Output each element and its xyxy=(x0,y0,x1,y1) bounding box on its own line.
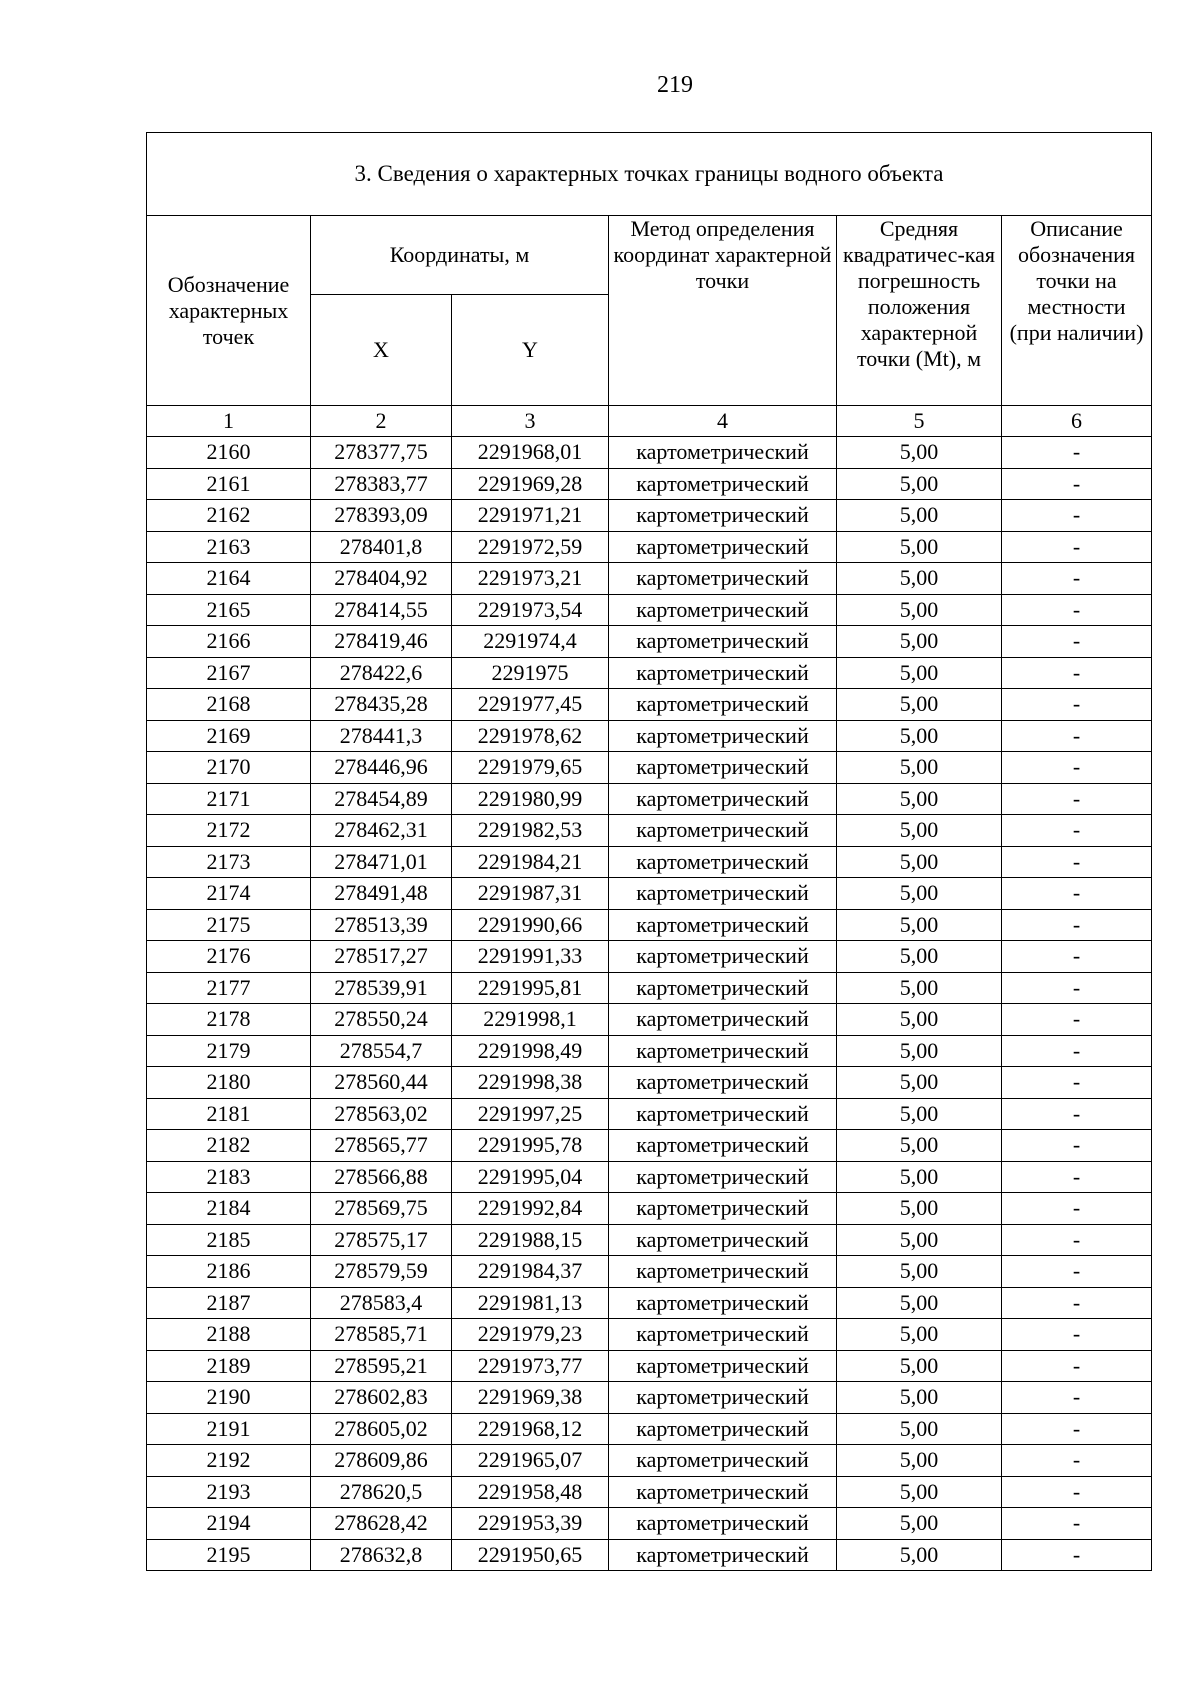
page-number: 219 xyxy=(657,72,693,98)
error-cell: 5,00 xyxy=(837,1445,1002,1477)
method-cell: картометрический xyxy=(609,972,837,1004)
error-cell: 5,00 xyxy=(837,626,1002,658)
table-row xyxy=(147,1508,1152,1540)
y-cell: 2291987,31 xyxy=(452,878,609,910)
method-cell: картометрический xyxy=(609,752,837,784)
method-cell: картометрический xyxy=(609,1193,837,1225)
x-cell: 278404,92 xyxy=(311,563,452,595)
error-cell: 5,00 xyxy=(837,437,1002,469)
error-cell: 5,00 xyxy=(837,689,1002,721)
description-cell: - xyxy=(1002,1445,1152,1477)
header-method: Метод определения координат характерной точки xyxy=(609,216,837,406)
y-cell: 2291973,21 xyxy=(452,563,609,595)
method-cell: картометрический xyxy=(609,626,837,658)
method-cell: картометрический xyxy=(609,1256,837,1288)
table-row xyxy=(147,563,1152,595)
error-cell: 5,00 xyxy=(837,1382,1002,1414)
method-cell: картометрический xyxy=(609,1445,837,1477)
table-row xyxy=(147,437,1152,469)
error-cell: 5,00 xyxy=(837,1413,1002,1445)
method-cell: картометрический xyxy=(609,720,837,752)
table-row xyxy=(147,1382,1152,1414)
error-cell: 5,00 xyxy=(837,941,1002,973)
description-cell: - xyxy=(1002,1287,1152,1319)
description-cell: - xyxy=(1002,626,1152,658)
error-cell: 5,00 xyxy=(837,1193,1002,1225)
point-id-cell: 2164 xyxy=(147,563,311,595)
description-cell: - xyxy=(1002,1382,1152,1414)
table-row xyxy=(147,815,1152,847)
header-description: Описание обозначения точки на местности (при наличии) xyxy=(1002,216,1152,406)
method-cell: картометрический xyxy=(609,657,837,689)
x-cell: 278569,75 xyxy=(311,1193,452,1225)
description-cell: - xyxy=(1002,720,1152,752)
error-cell: 5,00 xyxy=(837,563,1002,595)
description-cell: - xyxy=(1002,1539,1152,1571)
method-cell: картометрический xyxy=(609,437,837,469)
y-cell: 2291958,48 xyxy=(452,1476,609,1508)
error-cell: 5,00 xyxy=(837,1130,1002,1162)
description-cell: - xyxy=(1002,1130,1152,1162)
method-cell: картометрический xyxy=(609,941,837,973)
description-cell: - xyxy=(1002,468,1152,500)
table-row xyxy=(147,1067,1152,1099)
y-cell: 2291980,99 xyxy=(452,783,609,815)
point-id-cell: 2168 xyxy=(147,689,311,721)
table-row xyxy=(147,1319,1152,1351)
point-id-cell: 2160 xyxy=(147,437,311,469)
point-id-cell: 2187 xyxy=(147,1287,311,1319)
point-id-cell: 2174 xyxy=(147,878,311,910)
description-cell: - xyxy=(1002,815,1152,847)
description-cell: - xyxy=(1002,1508,1152,1540)
point-id-cell: 2177 xyxy=(147,972,311,1004)
error-cell: 5,00 xyxy=(837,468,1002,500)
method-cell: картометрический xyxy=(609,1287,837,1319)
description-cell: - xyxy=(1002,689,1152,721)
y-cell: 2291990,66 xyxy=(452,909,609,941)
x-cell: 278628,42 xyxy=(311,1508,452,1540)
description-cell: - xyxy=(1002,1035,1152,1067)
method-cell: картометрический xyxy=(609,783,837,815)
table-row xyxy=(147,1004,1152,1036)
error-cell: 5,00 xyxy=(837,1319,1002,1351)
method-cell: картометрический xyxy=(609,909,837,941)
y-cell: 2291969,28 xyxy=(452,468,609,500)
error-cell: 5,00 xyxy=(837,909,1002,941)
x-cell: 278579,59 xyxy=(311,1256,452,1288)
point-id-cell: 2161 xyxy=(147,468,311,500)
description-cell: - xyxy=(1002,972,1152,1004)
y-cell: 2291975 xyxy=(452,657,609,689)
x-cell: 278550,24 xyxy=(311,1004,452,1036)
column-number: 1 xyxy=(147,406,311,437)
table-row xyxy=(147,720,1152,752)
y-cell: 2291992,84 xyxy=(452,1193,609,1225)
x-cell: 278393,09 xyxy=(311,500,452,532)
y-cell: 2291981,13 xyxy=(452,1287,609,1319)
description-cell: - xyxy=(1002,1256,1152,1288)
y-cell: 2291977,45 xyxy=(452,689,609,721)
method-cell: картометрический xyxy=(609,1035,837,1067)
description-cell: - xyxy=(1002,1067,1152,1099)
error-cell: 5,00 xyxy=(837,815,1002,847)
point-id-cell: 2179 xyxy=(147,1035,311,1067)
description-cell: - xyxy=(1002,1161,1152,1193)
y-cell: 2291995,81 xyxy=(452,972,609,1004)
point-id-cell: 2182 xyxy=(147,1130,311,1162)
error-cell: 5,00 xyxy=(837,1508,1002,1540)
method-cell: картометрический xyxy=(609,531,837,563)
table-row xyxy=(147,531,1152,563)
x-cell: 278620,5 xyxy=(311,1476,452,1508)
description-cell: - xyxy=(1002,563,1152,595)
method-cell: картометрический xyxy=(609,878,837,910)
table-row xyxy=(147,1161,1152,1193)
y-cell: 2291978,62 xyxy=(452,720,609,752)
header-coordinates: Координаты, м xyxy=(311,216,609,295)
column-number: 4 xyxy=(609,406,837,437)
table-row xyxy=(147,1445,1152,1477)
error-cell: 5,00 xyxy=(837,1476,1002,1508)
table-row xyxy=(147,783,1152,815)
y-cell: 2291979,23 xyxy=(452,1319,609,1351)
point-id-cell: 2176 xyxy=(147,941,311,973)
method-cell: картометрический xyxy=(609,1224,837,1256)
x-cell: 278575,17 xyxy=(311,1224,452,1256)
point-id-cell: 2171 xyxy=(147,783,311,815)
x-cell: 278554,7 xyxy=(311,1035,452,1067)
table-row xyxy=(147,846,1152,878)
error-cell: 5,00 xyxy=(837,1004,1002,1036)
method-cell: картометрический xyxy=(609,1539,837,1571)
y-cell: 2291965,07 xyxy=(452,1445,609,1477)
error-cell: 5,00 xyxy=(837,1287,1002,1319)
table-row xyxy=(147,1256,1152,1288)
error-cell: 5,00 xyxy=(837,1035,1002,1067)
y-cell: 2291969,38 xyxy=(452,1382,609,1414)
table-row xyxy=(147,657,1152,689)
description-cell: - xyxy=(1002,752,1152,784)
table-row xyxy=(147,1130,1152,1162)
x-cell: 278566,88 xyxy=(311,1161,452,1193)
x-cell: 278462,31 xyxy=(311,815,452,847)
y-cell: 2291968,12 xyxy=(452,1413,609,1445)
point-id-cell: 2189 xyxy=(147,1350,311,1382)
x-cell: 278609,86 xyxy=(311,1445,452,1477)
x-cell: 278565,77 xyxy=(311,1130,452,1162)
point-id-cell: 2172 xyxy=(147,815,311,847)
point-id-cell: 2162 xyxy=(147,500,311,532)
point-id-cell: 2191 xyxy=(147,1413,311,1445)
x-cell: 278560,44 xyxy=(311,1067,452,1099)
y-cell: 2291988,15 xyxy=(452,1224,609,1256)
x-cell: 278602,83 xyxy=(311,1382,452,1414)
y-cell: 2291979,65 xyxy=(452,752,609,784)
header-error: Средняя квадратичес-кая погрешность положения характерной точки (Mt), м xyxy=(837,216,1002,406)
x-cell: 278401,8 xyxy=(311,531,452,563)
description-cell: - xyxy=(1002,594,1152,626)
y-cell: 2291973,77 xyxy=(452,1350,609,1382)
point-id-cell: 2194 xyxy=(147,1508,311,1540)
description-cell: - xyxy=(1002,1319,1152,1351)
table-row xyxy=(147,909,1152,941)
table-row xyxy=(147,1476,1152,1508)
description-cell: - xyxy=(1002,1004,1152,1036)
point-id-cell: 2166 xyxy=(147,626,311,658)
table-row xyxy=(147,1413,1152,1445)
table-row xyxy=(147,594,1152,626)
point-id-cell: 2180 xyxy=(147,1067,311,1099)
header-designation: Обозначение характерных точек xyxy=(147,216,311,406)
table-row xyxy=(147,689,1152,721)
x-cell: 278446,96 xyxy=(311,752,452,784)
method-cell: картометрический xyxy=(609,468,837,500)
point-id-cell: 2188 xyxy=(147,1319,311,1351)
error-cell: 5,00 xyxy=(837,531,1002,563)
point-id-cell: 2165 xyxy=(147,594,311,626)
point-id-cell: 2170 xyxy=(147,752,311,784)
method-cell: картометрический xyxy=(609,689,837,721)
table-row xyxy=(147,626,1152,658)
point-id-cell: 2186 xyxy=(147,1256,311,1288)
method-cell: картометрический xyxy=(609,1382,837,1414)
error-cell: 5,00 xyxy=(837,783,1002,815)
y-cell: 2291998,49 xyxy=(452,1035,609,1067)
method-cell: картометрический xyxy=(609,1508,837,1540)
header-y: Y xyxy=(452,295,609,406)
table-row xyxy=(147,752,1152,784)
y-cell: 2291971,21 xyxy=(452,500,609,532)
method-cell: картометрический xyxy=(609,1319,837,1351)
method-cell: картометрический xyxy=(609,846,837,878)
error-cell: 5,00 xyxy=(837,1350,1002,1382)
header-x: X xyxy=(311,295,452,406)
method-cell: картометрический xyxy=(609,1161,837,1193)
point-id-cell: 2190 xyxy=(147,1382,311,1414)
table-row xyxy=(147,1193,1152,1225)
point-id-cell: 2185 xyxy=(147,1224,311,1256)
error-cell: 5,00 xyxy=(837,1539,1002,1571)
y-cell: 2291972,59 xyxy=(452,531,609,563)
point-id-cell: 2195 xyxy=(147,1539,311,1571)
column-number: 5 xyxy=(837,406,1002,437)
error-cell: 5,00 xyxy=(837,1067,1002,1099)
y-cell: 2291984,37 xyxy=(452,1256,609,1288)
y-cell: 2291968,01 xyxy=(452,437,609,469)
x-cell: 278632,8 xyxy=(311,1539,452,1571)
point-id-cell: 2167 xyxy=(147,657,311,689)
error-cell: 5,00 xyxy=(837,1098,1002,1130)
x-cell: 278585,71 xyxy=(311,1319,452,1351)
table-row xyxy=(147,972,1152,1004)
x-cell: 278583,4 xyxy=(311,1287,452,1319)
method-cell: картометрический xyxy=(609,1350,837,1382)
y-cell: 2291998,1 xyxy=(452,1004,609,1036)
description-cell: - xyxy=(1002,941,1152,973)
table-row xyxy=(147,941,1152,973)
x-cell: 278419,46 xyxy=(311,626,452,658)
table-row xyxy=(147,468,1152,500)
y-cell: 2291953,39 xyxy=(452,1508,609,1540)
x-cell: 278471,01 xyxy=(311,846,452,878)
description-cell: - xyxy=(1002,909,1152,941)
description-cell: - xyxy=(1002,1350,1152,1382)
description-cell: - xyxy=(1002,783,1152,815)
x-cell: 278414,55 xyxy=(311,594,452,626)
error-cell: 5,00 xyxy=(837,846,1002,878)
error-cell: 5,00 xyxy=(837,657,1002,689)
method-cell: картометрический xyxy=(609,500,837,532)
error-cell: 5,00 xyxy=(837,1224,1002,1256)
method-cell: картометрический xyxy=(609,1067,837,1099)
x-cell: 278605,02 xyxy=(311,1413,452,1445)
x-cell: 278454,89 xyxy=(311,783,452,815)
description-cell: - xyxy=(1002,437,1152,469)
method-cell: картометрический xyxy=(609,815,837,847)
point-id-cell: 2184 xyxy=(147,1193,311,1225)
y-cell: 2291991,33 xyxy=(452,941,609,973)
method-cell: картометрический xyxy=(609,1476,837,1508)
description-cell: - xyxy=(1002,1413,1152,1445)
y-cell: 2291995,04 xyxy=(452,1161,609,1193)
y-cell: 2291982,53 xyxy=(452,815,609,847)
x-cell: 278491,48 xyxy=(311,878,452,910)
x-cell: 278513,39 xyxy=(311,909,452,941)
x-cell: 278441,3 xyxy=(311,720,452,752)
table-row xyxy=(147,1224,1152,1256)
error-cell: 5,00 xyxy=(837,1161,1002,1193)
table-row xyxy=(147,878,1152,910)
description-cell: - xyxy=(1002,531,1152,563)
column-number-row xyxy=(147,406,1152,437)
point-id-cell: 2181 xyxy=(147,1098,311,1130)
error-cell: 5,00 xyxy=(837,972,1002,1004)
description-cell: - xyxy=(1002,878,1152,910)
error-cell: 5,00 xyxy=(837,500,1002,532)
x-cell: 278422,6 xyxy=(311,657,452,689)
column-number: 2 xyxy=(311,406,452,437)
description-cell: - xyxy=(1002,1098,1152,1130)
table-row xyxy=(147,500,1152,532)
column-number: 6 xyxy=(1002,406,1152,437)
error-cell: 5,00 xyxy=(837,878,1002,910)
y-cell: 2291998,38 xyxy=(452,1067,609,1099)
description-cell: - xyxy=(1002,1224,1152,1256)
method-cell: картометрический xyxy=(609,1130,837,1162)
y-cell: 2291995,78 xyxy=(452,1130,609,1162)
point-id-cell: 2175 xyxy=(147,909,311,941)
x-cell: 278539,91 xyxy=(311,972,452,1004)
description-cell: - xyxy=(1002,1193,1152,1225)
description-cell: - xyxy=(1002,500,1152,532)
description-cell: - xyxy=(1002,657,1152,689)
table-title: 3. Сведения о характерных точках границы водного объекта xyxy=(147,133,1152,216)
table-row xyxy=(147,1350,1152,1382)
x-cell: 278595,21 xyxy=(311,1350,452,1382)
error-cell: 5,00 xyxy=(837,594,1002,626)
point-id-cell: 2192 xyxy=(147,1445,311,1477)
method-cell: картометрический xyxy=(609,1413,837,1445)
method-cell: картометрический xyxy=(609,594,837,626)
point-id-cell: 2178 xyxy=(147,1004,311,1036)
method-cell: картометрический xyxy=(609,1004,837,1036)
y-cell: 2291997,25 xyxy=(452,1098,609,1130)
table-row xyxy=(147,1098,1152,1130)
x-cell: 278383,77 xyxy=(311,468,452,500)
point-id-cell: 2163 xyxy=(147,531,311,563)
boundary-points-table xyxy=(146,132,1152,1571)
description-cell: - xyxy=(1002,1476,1152,1508)
point-id-cell: 2173 xyxy=(147,846,311,878)
error-cell: 5,00 xyxy=(837,752,1002,784)
method-cell: картометрический xyxy=(609,1098,837,1130)
table-body xyxy=(147,437,1152,1571)
point-id-cell: 2193 xyxy=(147,1476,311,1508)
point-id-cell: 2169 xyxy=(147,720,311,752)
column-number: 3 xyxy=(452,406,609,437)
y-cell: 2291974,4 xyxy=(452,626,609,658)
table-row xyxy=(147,1035,1152,1067)
x-cell: 278377,75 xyxy=(311,437,452,469)
y-cell: 2291973,54 xyxy=(452,594,609,626)
point-id-cell: 2183 xyxy=(147,1161,311,1193)
description-cell: - xyxy=(1002,846,1152,878)
error-cell: 5,00 xyxy=(837,720,1002,752)
table-row xyxy=(147,1539,1152,1571)
y-cell: 2291984,21 xyxy=(452,846,609,878)
x-cell: 278563,02 xyxy=(311,1098,452,1130)
x-cell: 278517,27 xyxy=(311,941,452,973)
error-cell: 5,00 xyxy=(837,1256,1002,1288)
table-row xyxy=(147,1287,1152,1319)
x-cell: 278435,28 xyxy=(311,689,452,721)
method-cell: картометрический xyxy=(609,563,837,595)
y-cell: 2291950,65 xyxy=(452,1539,609,1571)
